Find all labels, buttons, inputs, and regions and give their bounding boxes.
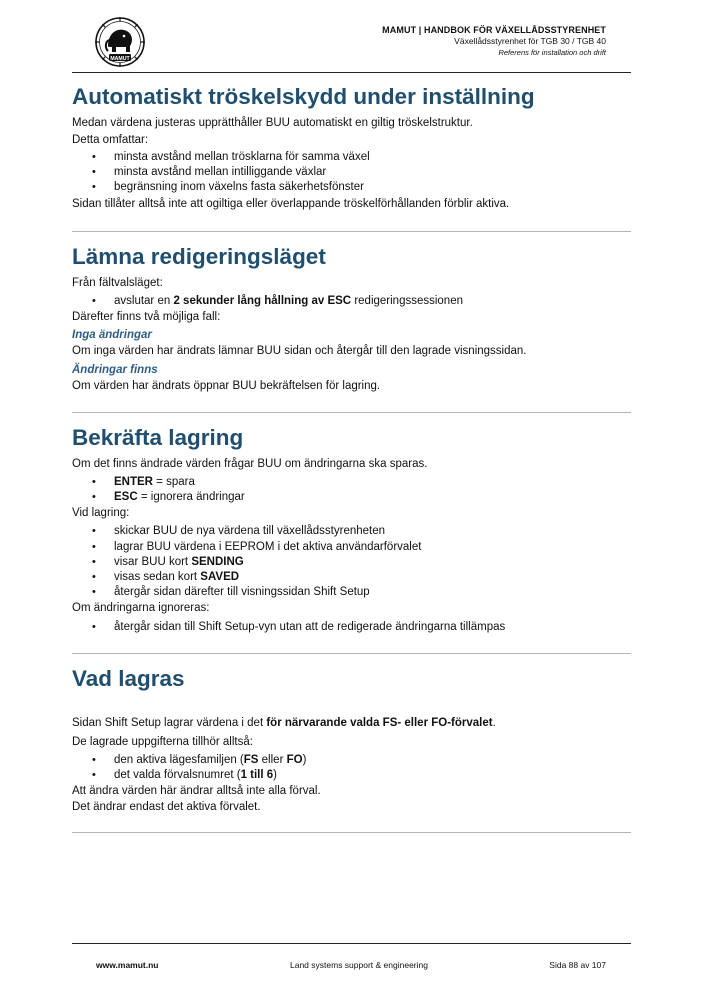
section-divider xyxy=(72,832,631,833)
case-title-no-changes: Inga ändringar xyxy=(72,329,152,342)
page-header xyxy=(382,24,606,58)
section-exit-edit-mode xyxy=(72,243,632,394)
section-heading: Bekräfta lagring xyxy=(72,425,244,450)
bullet-list xyxy=(72,753,632,783)
paragraph: Om inga värden har ändrats lämnar BUU sidan och återgår till den lagrade visningssidan. xyxy=(72,345,527,358)
section-threshold-protection xyxy=(72,83,632,212)
bullet-list xyxy=(72,620,632,635)
bullet-list xyxy=(72,150,632,196)
list-item: • ENTER = spara xyxy=(72,475,632,490)
paragraph: Detta omfattar: xyxy=(72,134,149,146)
section-what-is-stored xyxy=(72,665,632,815)
mamut-logo xyxy=(94,16,146,68)
list-item: • ESC = ignorera ändringar xyxy=(72,490,632,505)
list-item: • återgår sidan till Shift Setup-vyn utan att de redigerade ändringarna tillämpas xyxy=(72,620,632,635)
section-heading: Lämna redigeringsläget xyxy=(72,244,326,269)
header-rule xyxy=(72,72,631,73)
header-reference: Referens för installation och drift xyxy=(498,48,606,57)
list-item: • visas sedan kort SAVED xyxy=(72,570,632,585)
footer-tagline: Land systems support & engineering xyxy=(290,960,428,970)
footer-rule xyxy=(72,943,631,944)
list-item: • återgår sidan därefter till visningssidan Shift Setup xyxy=(72,585,632,600)
list-item: • skickar BUU de nya värdena till växellådsstyrenheten xyxy=(72,524,632,539)
paragraph: De lagrade uppgifterna tillhör alltså: xyxy=(72,736,253,748)
paragraph: Därefter finns två möjliga fall: xyxy=(72,311,221,324)
logo-text: MAMUT xyxy=(110,55,130,62)
list-item: • lagrar BUU värdena i EEPROM i det aktiva användarförvalet xyxy=(72,540,632,555)
paragraph: Om ändringarna ignoreras: xyxy=(72,602,210,615)
paragraph: Att ändra värden här ändrar alltså inte alla förval. xyxy=(72,785,321,798)
section-heading: Vad lagras xyxy=(72,666,185,691)
section-divider xyxy=(72,231,631,232)
list-item: • begränsning inom växelns fasta säkerhetsfönster xyxy=(72,180,632,195)
paragraph: Sidan tillåter alltså inte att ogiltiga eller överlappande tröskelförhållanden förblir aktiva. xyxy=(72,197,510,210)
paragraph: Det ändrar endast det aktiva förvalet. xyxy=(72,801,261,814)
page-number: Sida 88 av 107 xyxy=(549,960,606,970)
bullet-list xyxy=(72,524,632,600)
list-item: • den aktiva lägesfamiljen (FS eller FO) xyxy=(72,753,632,768)
list-item: • visar BUU kort SENDING xyxy=(72,555,632,570)
paragraph: Vid lagring: xyxy=(72,507,130,520)
paragraph: Sidan Shift Setup lagrar värdena i det för närvarande valda FS- eller FO-förvalet. xyxy=(72,717,496,729)
bullet-list xyxy=(72,294,632,309)
section-confirm-save xyxy=(72,424,632,636)
paragraph: Medan värdena justeras upprätthåller BUU automatiskt en giltig tröskelstruktur. xyxy=(72,117,473,129)
list-item: • minsta avstånd mellan intilliggande växlar xyxy=(72,165,632,180)
bullet-list xyxy=(72,475,632,505)
footer-website-link[interactable]: www.mamut.nu xyxy=(96,960,159,970)
list-item: • minsta avstånd mellan trösklarna för samma växel xyxy=(72,150,632,165)
section-divider xyxy=(72,412,631,413)
paragraph: Om värden har ändrats öppnar BUU bekräftelsen för lagring. xyxy=(72,380,381,393)
section-divider xyxy=(72,653,631,654)
list-item: • avslutar en 2 sekunder lång hållning av ESC redigeringssessionen xyxy=(72,294,632,309)
list-item: • det valda förvalsnumret (1 till 6) xyxy=(72,768,632,783)
section-heading: Automatiskt tröskelskydd under inställning xyxy=(72,84,535,109)
paragraph: Från fältvalsläget: xyxy=(72,277,163,289)
header-subtitle: Växellådsstyrenhet för TGB 30 / TGB 40 xyxy=(454,36,606,46)
case-title-changes-exist: Ändringar finns xyxy=(72,364,158,377)
header-title: MAMUT | HANDBOK FÖR VÄXELLÅDSSTYRENHET xyxy=(382,25,606,35)
paragraph: Om det finns ändrade värden frågar BUU om ändringarna ska sparas. xyxy=(72,458,428,470)
